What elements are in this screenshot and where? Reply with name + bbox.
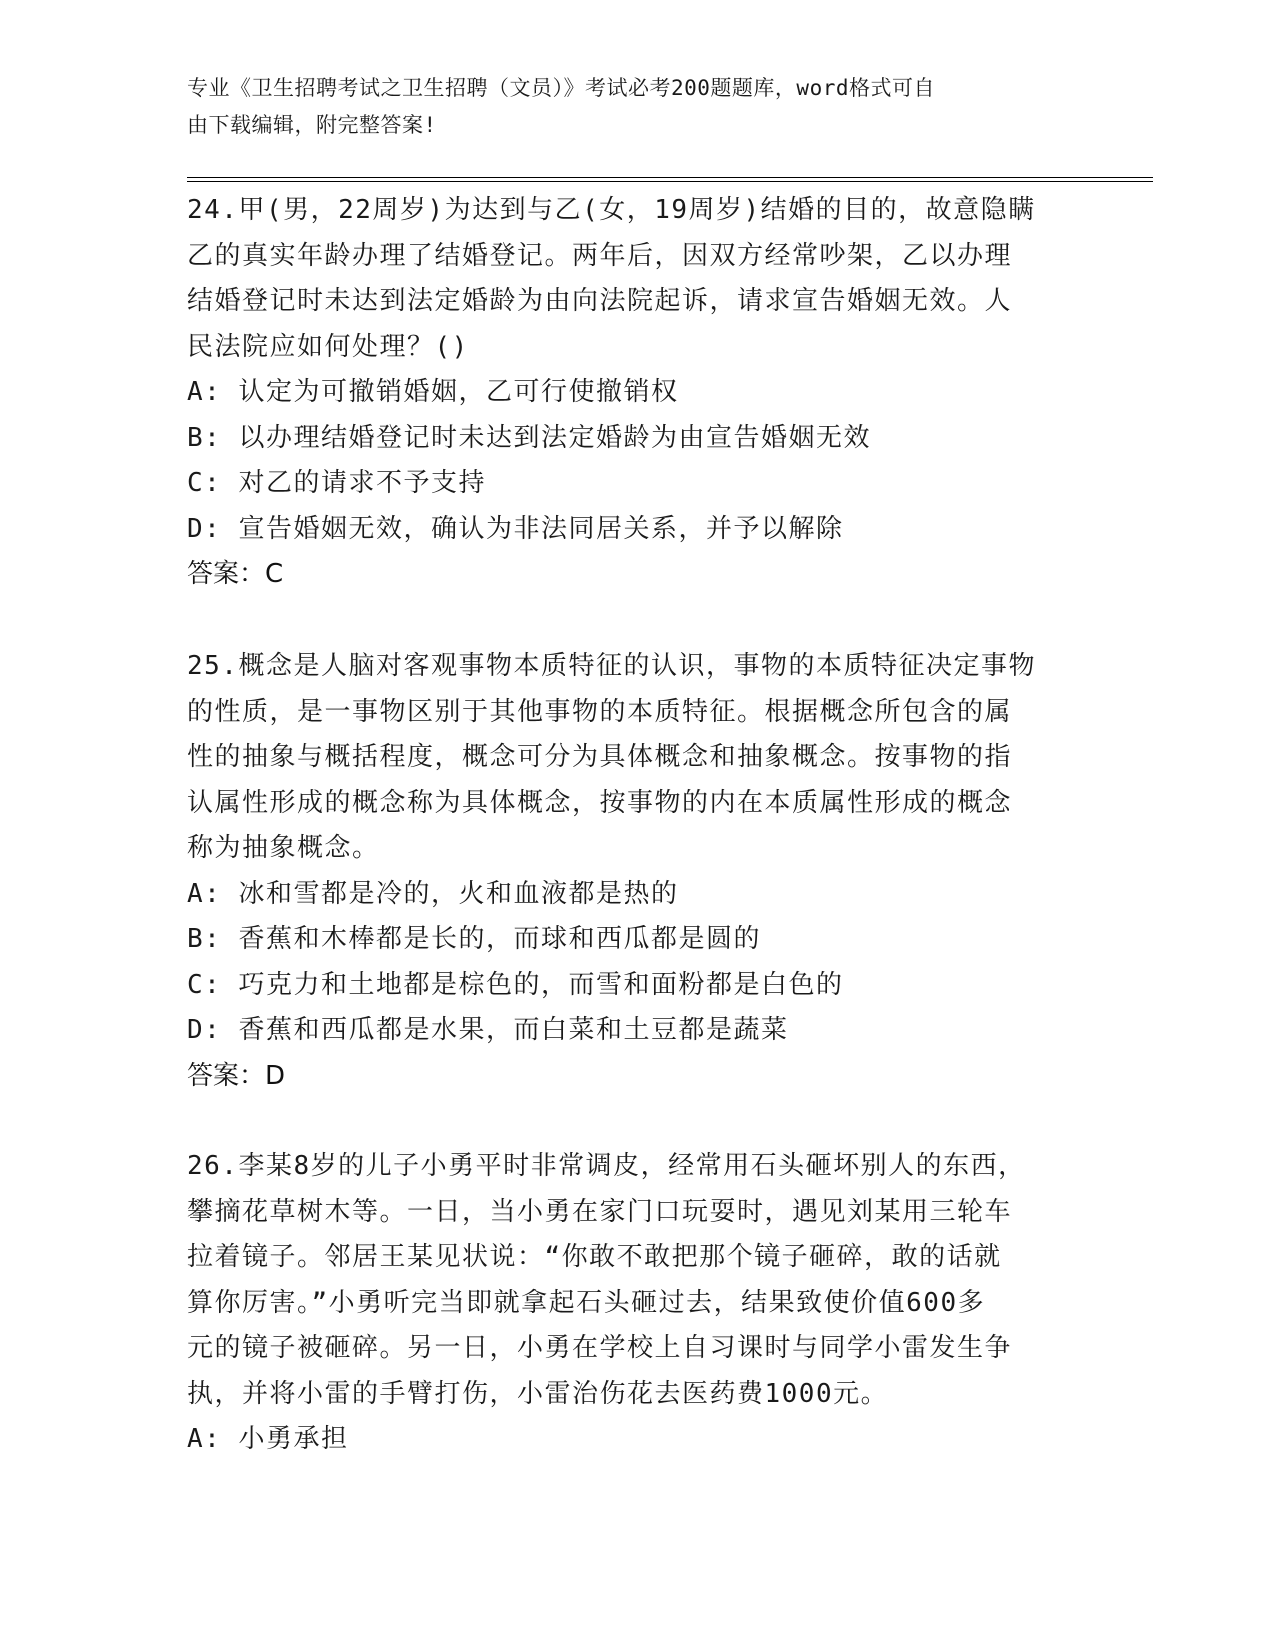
- question-24: [187, 188, 1067, 598]
- option-d: D: 宣告婚姻无效，确认为非法同居关系，并予以解除: [187, 513, 844, 544]
- document-header: [187, 70, 1067, 144]
- question-stem-line: 称为抽象概念。: [187, 833, 380, 863]
- question-stem-line: 性的抽象与概括程度，概念可分为具体概念和抽象概念。按事物的指: [187, 742, 1013, 772]
- question-stem-line: 元的镜子被砸碎。另一日，小勇在学校上自习课时与同学小雷发生争: [187, 1333, 1013, 1363]
- question-stem-line: 25.概念是人脑对客观事物本质特征的认识，事物的本质特征决定事物: [187, 651, 1036, 681]
- header-line-2: 由下载编辑，附完整答案!: [187, 113, 437, 137]
- header-divider-bottom: [187, 181, 1153, 182]
- question-26: [187, 1144, 1067, 1463]
- question-stem-line: 攀摘花草树木等。一日，当小勇在家门口玩耍时，遇见刘某用三轮车: [187, 1196, 1013, 1227]
- question-stem-line: 拉着镜子。邻居王某见状说：“你敢不敢把那个镜子砸碎，敢的话就: [187, 1242, 1002, 1272]
- question-stem-line: 24.甲(男，22周岁)为达到与乙(女，19周岁)结婚的目的，故意隐瞒: [187, 195, 1036, 225]
- question-stem-line: 乙的真实年龄办理了结婚登记。两年后，因双方经常吵架，乙以办理: [187, 240, 1013, 271]
- question-stem-line: 认属性形成的概念称为具体概念，按事物的内在本质属性形成的概念: [187, 787, 1013, 818]
- option-c: C: 巧克力和土地都是棕色的，而雪和面粉都是白色的: [187, 969, 844, 1000]
- header-divider-top: [187, 177, 1153, 178]
- question-stem-line: 民法院应如何处理？(): [187, 331, 469, 362]
- question-stem-line: 算你厉害。”小勇听完当即就拿起石头砸过去，结果致使价值600多: [187, 1287, 986, 1318]
- option-b: B: 以办理结婚登记时未达到法定婚龄为由宣告婚姻无效: [187, 422, 871, 453]
- answer-label: 答案：D: [187, 1060, 286, 1091]
- answer-label: 答案：C: [187, 559, 284, 589]
- question-stem-line: 26.李某8岁的儿子小勇平时非常调皮，经常用石头砸坏别人的东西，: [187, 1151, 1026, 1181]
- question-stem-line: 执，并将小雷的手臂打伤，小雷治伤花去医药费1000元。: [187, 1378, 889, 1409]
- option-a: A: 小勇承担: [187, 1424, 349, 1454]
- question-25: [187, 644, 1067, 1099]
- header-line-1: 专业《卫生招聘考试之卫生招聘（文员）》考试必考200题题库，word格式可自: [187, 76, 935, 100]
- option-d: D: 香蕉和西瓜都是水果，而白菜和土豆都是蔬菜: [187, 1015, 789, 1045]
- option-b: B: 香蕉和木棒都是长的，而球和西瓜都是圆的: [187, 924, 761, 954]
- question-stem-line: 的性质，是一事物区别于其他事物的本质特征。根据概念所包含的属: [187, 696, 1013, 727]
- option-a: A: 认定为可撤销婚姻，乙可行使撤销权: [187, 377, 679, 407]
- question-stem-line: 结婚登记时未达到法定婚龄为由向法院起诉，请求宣告婚姻无效。人: [187, 286, 1013, 316]
- option-c: C: 对乙的请求不予支持: [187, 468, 486, 498]
- option-a: A: 冰和雪都是冷的，火和血液都是热的: [187, 878, 679, 909]
